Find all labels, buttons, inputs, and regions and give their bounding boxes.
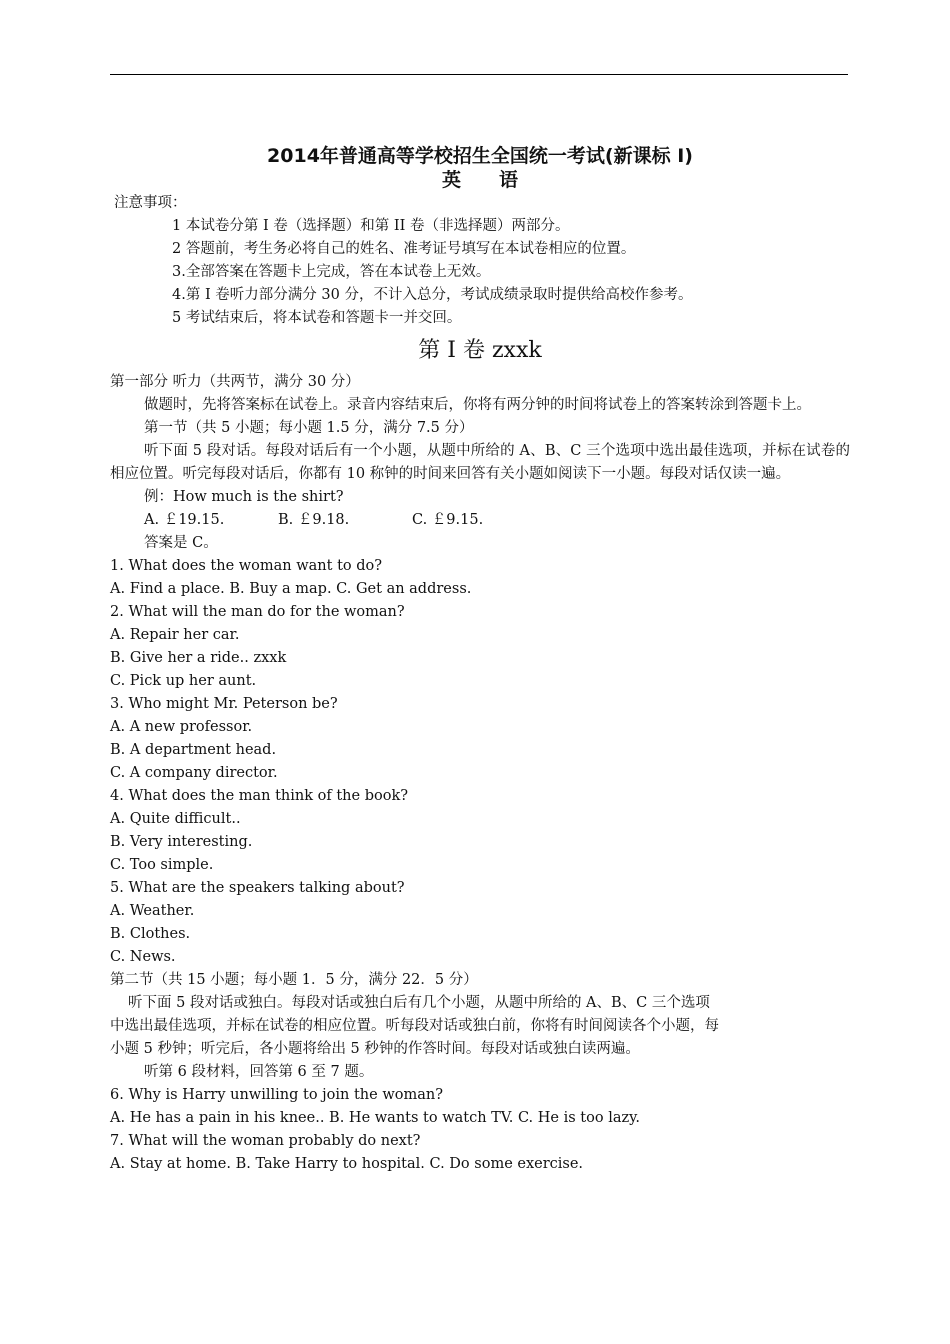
part1-heading: 第一部分 听力（共两节，满分 30 分） — [110, 374, 360, 390]
section2-instruction-line: 听下面 5 段对话或独白。每段对话或独白后有几个小题，从题中所给的 A、B、C 三个选项 — [128, 995, 710, 1011]
question-line: A. Weather. — [110, 903, 195, 919]
notice-item: 5 考试结束后，将本试卷和答题卡一并交回。 — [172, 310, 462, 326]
question-line: 7. What will the woman probably do next? — [110, 1133, 421, 1149]
question-line: A. Stay at home. B. Take Harry to hospital. C. Do some exercise. — [110, 1156, 584, 1172]
question-line: 4. What does the man think of the book? — [110, 788, 409, 804]
section2-instruction-line: 中选出最佳选项，并标在试卷的相应位置。听每段对话或独白前，你将有时间阅读各个小题，每 — [110, 1018, 719, 1034]
question-line: C. Too simple. — [110, 857, 214, 873]
question-line: A. He has a pain in his knee.. B. He wants to watch TV. C. He is too lazy. — [110, 1110, 640, 1126]
exam-subject: 英语 — [441, 169, 556, 191]
section1-heading: 第一节（共 5 小题；每小题 1.5 分，满分 7.5 分） — [144, 420, 474, 436]
question-line: B. Very interesting. — [110, 834, 253, 850]
question-line: 2. What will the man do for the woman? — [110, 604, 405, 620]
exam-page — [110, 144, 850, 1176]
section1-instruction: 听下面 5 段对话。每段对话后有一个小题，从题中所给的 A、B、C 三个选项中选出最佳选项，并标在试卷的相应位置。听完每段对话后，你都有 10 称钟的时间来回答有关小题如阅读下一小题。每段对话仅读一遍。 — [110, 443, 850, 482]
example-option-a: A. ￡19.15. — [144, 512, 225, 528]
question-line: B. A department head. — [110, 742, 277, 758]
notice-heading: 注意事项： — [114, 195, 187, 211]
notice-item: 2 答题前，考生务必将自己的姓名、准考证号填写在本试卷相应的位置。 — [172, 241, 636, 257]
question-line: C. News. — [110, 949, 176, 965]
question-line: C. A company director. — [110, 765, 278, 781]
example-option-b: B. ￡9.18. — [278, 512, 350, 528]
part1-block — [110, 371, 850, 555]
question-line: B. Clothes. — [110, 926, 191, 942]
volume-title: 第 I 卷 zxxk — [418, 338, 542, 363]
question-line: 1. What does the woman want to do? — [110, 558, 383, 574]
question-line: A. Repair her car. — [110, 627, 240, 643]
section2-block — [110, 969, 850, 1084]
section2-heading: 第二节（共 15 小题；每小题 1．5 分，满分 22．5 分） — [110, 972, 478, 988]
notice-item: 4.第 I 卷听力部分满分 30 分，不计入总分，考试成绩录取时提供给高校作参考。 — [172, 287, 693, 303]
question-line: A. Quite difficult.. — [110, 811, 241, 827]
section2-instruction-line: 小题 5 秒钟；听完后，各小题将给出 5 秒钟的作答时间。每段对话或独白读两遍。 — [110, 1041, 640, 1057]
example-question: 例：How much is the shirt? — [144, 489, 344, 505]
material-note: 听第 6 段材料，回答第 6 至 7 题。 — [144, 1064, 374, 1080]
notice-item: 3.全部答案在答题卡上完成，答在本试卷上无效。 — [172, 264, 491, 280]
exam-title: 2014年普通高等学校招生全国统一考试(新课标 I) — [267, 145, 693, 167]
question-line: C. Pick up her aunt. — [110, 673, 257, 689]
section1-questions — [110, 555, 850, 969]
notice-block — [110, 192, 850, 330]
example-answer: 答案是 C。 — [144, 535, 218, 551]
question-line: 3. Who might Mr. Peterson be? — [110, 696, 338, 712]
question-line: A. Find a place. B. Buy a map. C. Get an address. — [110, 581, 472, 597]
example-option-c: C. ￡9.15. — [412, 512, 484, 528]
header-rule — [110, 74, 848, 75]
question-line: 5. What are the speakers talking about? — [110, 880, 405, 896]
question-line: A. A new professor. — [110, 719, 253, 735]
part1-instruction: 做题时，先将答案标在试卷上。录音内容结束后，你将有两分钟的时间将试卷上的答案转涂到答题卡上。 — [144, 397, 811, 413]
example-options — [110, 509, 850, 532]
question-line: 6. Why is Harry unwilling to join the woman? — [110, 1087, 443, 1103]
section2-questions — [110, 1084, 850, 1176]
question-line: B. Give her a ride.. zxxk — [110, 650, 287, 666]
notice-item: 1 本试卷分第 I 卷（选择题）和第 II 卷（非选择题）两部分。 — [172, 218, 570, 234]
